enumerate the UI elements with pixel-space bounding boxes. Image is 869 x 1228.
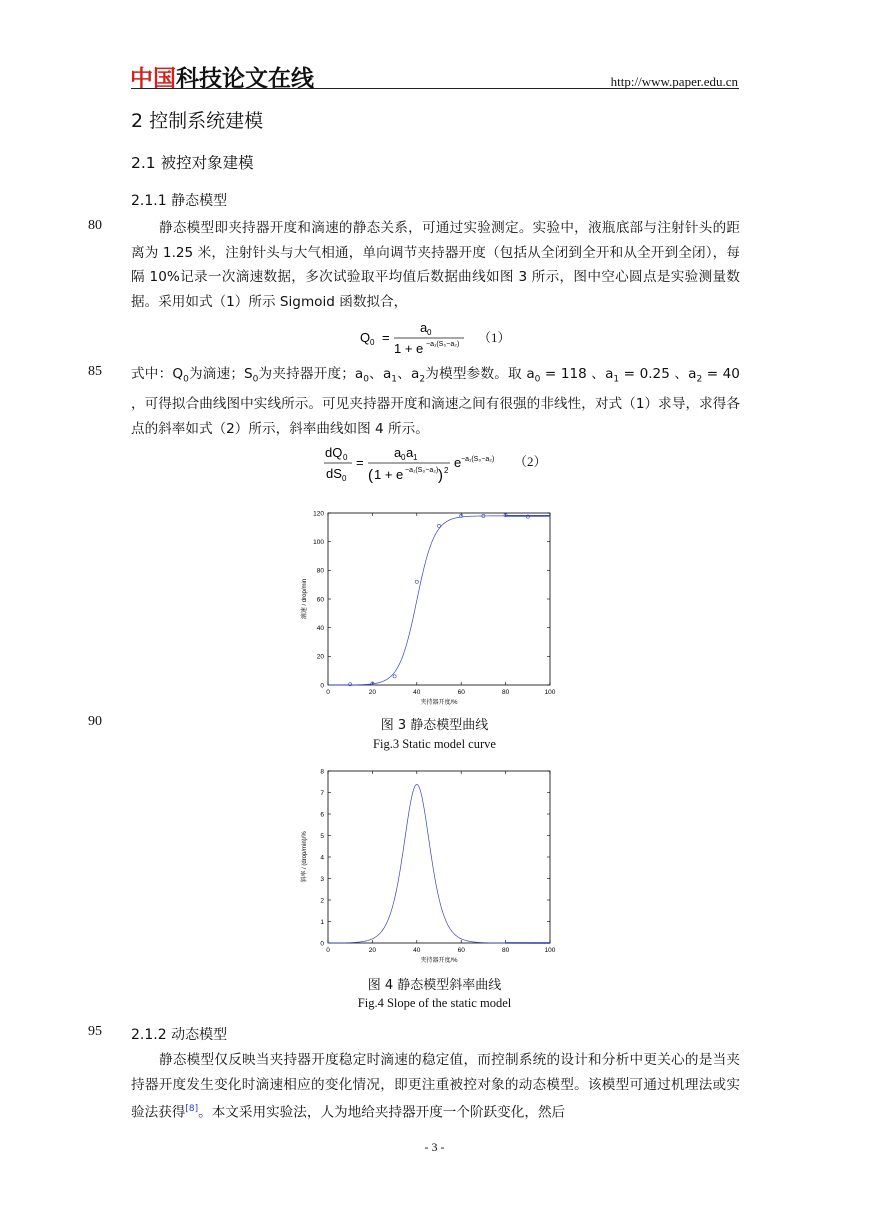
line-number-80: 80 bbox=[88, 218, 102, 233]
svg-text:−a₁(S₀−a₂): −a₁(S₀−a₂) bbox=[405, 467, 439, 474]
subsubsection-heading-static: 2.1.1 静态模型 bbox=[131, 193, 228, 209]
y-tick-label: 60 bbox=[316, 596, 324, 604]
svg-text:0: 0 bbox=[370, 338, 375, 347]
figure-3-chart bbox=[290, 505, 570, 710]
figure-3-caption-en: Fig.3 Static model curve bbox=[373, 737, 496, 751]
x-axis-label: 夹持器开度/% bbox=[420, 958, 458, 964]
data-point bbox=[393, 675, 396, 678]
equation-2 bbox=[322, 440, 542, 486]
x-tick-label: 60 bbox=[457, 689, 465, 696]
svg-text:e: e bbox=[454, 455, 462, 470]
svg-text:=: = bbox=[356, 455, 364, 470]
y-tick-label: 8 bbox=[320, 768, 324, 776]
fit-curve-line bbox=[328, 784, 550, 943]
figure-4-caption-en: Fig.4 Slope of the static model bbox=[357, 996, 512, 1010]
paragraph-text: 静态模型即夹持器开度和滴速的静态关系，可通过实验测定。实验中，液瓶底部与注射针头的距离为 1.25 米，注射针头与大气相通，单向调节夹持器开度（包括从全闭到全开和从全开到全闭），每隔 10%记录一次滴速数据，多次试验取平均值后数据曲线如图 3 所示，图中空心圆点是实验测量数据。采用如式（1）所示 Sigmoid 函数拟合， bbox=[131, 220, 740, 310]
subsection-heading: 2.1 被控对象建模 bbox=[131, 154, 254, 172]
svg-text:2: 2 bbox=[444, 466, 449, 475]
page-number: - 3 - bbox=[424, 1140, 445, 1154]
subsubsection-heading-dynamic: 2.1.2 动态模型 bbox=[131, 1027, 228, 1043]
plot-frame bbox=[328, 513, 550, 685]
x-tick-label: 60 bbox=[457, 947, 465, 954]
svg-text:−a₁(S₀−a₂): −a₁(S₀−a₂) bbox=[461, 456, 495, 463]
svg-text:Q: Q bbox=[360, 330, 371, 345]
svg-text:0: 0 bbox=[427, 328, 432, 337]
svg-text:1 + e: 1 + e bbox=[394, 341, 424, 356]
svg-text:0: 0 bbox=[343, 453, 348, 462]
header-url[interactable]: http://www.paper.edu.cn bbox=[610, 74, 738, 89]
y-tick-label: 40 bbox=[316, 624, 324, 632]
svg-text:−a₁(S₀−a₂): −a₁(S₀−a₂) bbox=[426, 341, 460, 348]
equation-1-svg bbox=[360, 318, 540, 358]
y-tick-label: 100 bbox=[313, 538, 324, 546]
fit-curve-line bbox=[328, 516, 550, 685]
y-tick-label: 80 bbox=[316, 567, 324, 575]
svg-text:a: a bbox=[394, 445, 402, 460]
section-heading: 2 控制系统建模 bbox=[131, 110, 264, 132]
y-tick-label: 0 bbox=[320, 682, 324, 690]
logo-red-text: 中国 bbox=[130, 66, 176, 92]
y-tick-label: 5 bbox=[320, 832, 324, 840]
plot-frame bbox=[328, 771, 550, 943]
svg-text:0: 0 bbox=[342, 474, 347, 483]
figure-4-chart bbox=[290, 763, 570, 968]
y-tick-label: 7 bbox=[320, 789, 324, 797]
y-tick-label: 0 bbox=[320, 940, 324, 948]
line-number-90: 90 bbox=[88, 714, 102, 729]
y-tick-label: 6 bbox=[320, 811, 324, 819]
paragraph-model-params: 式中：$Q_0$为滴速；$S_0$为夹持器开度；$a_0$、$a_1$、$a_2$为模型参数。取 $a_0 = 118$ 、$a_1 = 0.25$ 、$a_2 = 40$ ，可得拟合曲线图中实线所示。可见夹持器开度和滴速之间有很强的非线性，对式（1）求导，求得各点的斜率如式（2）所示，斜率曲线如图 4 所示。 bbox=[131, 366, 740, 437]
data-point bbox=[415, 580, 418, 583]
line-number-85: 85 bbox=[88, 364, 102, 379]
svg-text:1 + e: 1 + e bbox=[374, 467, 404, 482]
svg-text:dS: dS bbox=[326, 466, 342, 481]
y-tick-label: 120 bbox=[313, 510, 324, 518]
svg-text:a: a bbox=[420, 320, 428, 335]
y-tick-label: 2 bbox=[320, 897, 324, 905]
data-point bbox=[349, 683, 352, 686]
svg-text:1: 1 bbox=[413, 453, 418, 462]
svg-text:0: 0 bbox=[401, 453, 406, 462]
x-tick-label: 40 bbox=[413, 689, 421, 696]
equation-2-label: （2） bbox=[514, 454, 547, 469]
y-tick-label: 20 bbox=[316, 653, 324, 661]
x-tick-label: 20 bbox=[368, 689, 377, 696]
x-tick-label: 0 bbox=[326, 689, 330, 696]
svg-text:dQ: dQ bbox=[325, 445, 343, 460]
figure-3-caption-cn: 图 3 静态模型曲线 bbox=[380, 718, 489, 733]
logo-black-text: 科技论文在线 bbox=[176, 66, 314, 92]
y-tick-label: 3 bbox=[320, 875, 324, 883]
data-point bbox=[437, 524, 440, 527]
equation-1 bbox=[360, 318, 540, 358]
paragraph-dynamic-model: 静态模型仅反映当夹持器开度稳定时滴速的稳定值，而控制系统的设计和分析中更关心的是当夹持器开度发生变化时滴速相应的变化情况，即更注重被控对象的动态模型。该模型可通过机理法或实验法获得[8]。本文采用实验法，人为地给夹持器开度一个阶跃变化，然后 bbox=[131, 1052, 740, 1121]
x-tick-label: 80 bbox=[501, 947, 510, 954]
svg-text:a: a bbox=[406, 445, 414, 460]
paragraph-static-model bbox=[131, 216, 740, 314]
x-tick-label: 100 bbox=[544, 947, 556, 954]
line-number-95: 95 bbox=[88, 1024, 102, 1039]
y-tick-label: 4 bbox=[320, 854, 324, 862]
x-tick-label: 0 bbox=[326, 947, 330, 954]
equation-1-label: （1） bbox=[478, 330, 511, 345]
x-tick-label: 20 bbox=[368, 947, 377, 954]
header-rule bbox=[131, 88, 739, 89]
x-tick-label: 40 bbox=[413, 947, 421, 954]
y-axis-label: 滴速 / drop/min bbox=[302, 578, 308, 620]
svg-text:=: = bbox=[382, 330, 390, 345]
citation-8[interactable]: [8] bbox=[185, 1104, 199, 1114]
y-axis-label: 斜率 / (drop/min)/% bbox=[302, 831, 308, 883]
svg-text:(: ( bbox=[368, 467, 373, 484]
x-axis-label: 夹持器开度/% bbox=[420, 700, 458, 706]
figure-4-caption-cn: 图 4 静态模型斜率曲线 bbox=[367, 978, 502, 993]
x-tick-label: 80 bbox=[501, 689, 510, 696]
equation-2-svg bbox=[322, 440, 542, 486]
x-tick-label: 100 bbox=[544, 689, 556, 696]
y-tick-label: 1 bbox=[320, 918, 324, 926]
svg-text:): ) bbox=[438, 467, 443, 484]
